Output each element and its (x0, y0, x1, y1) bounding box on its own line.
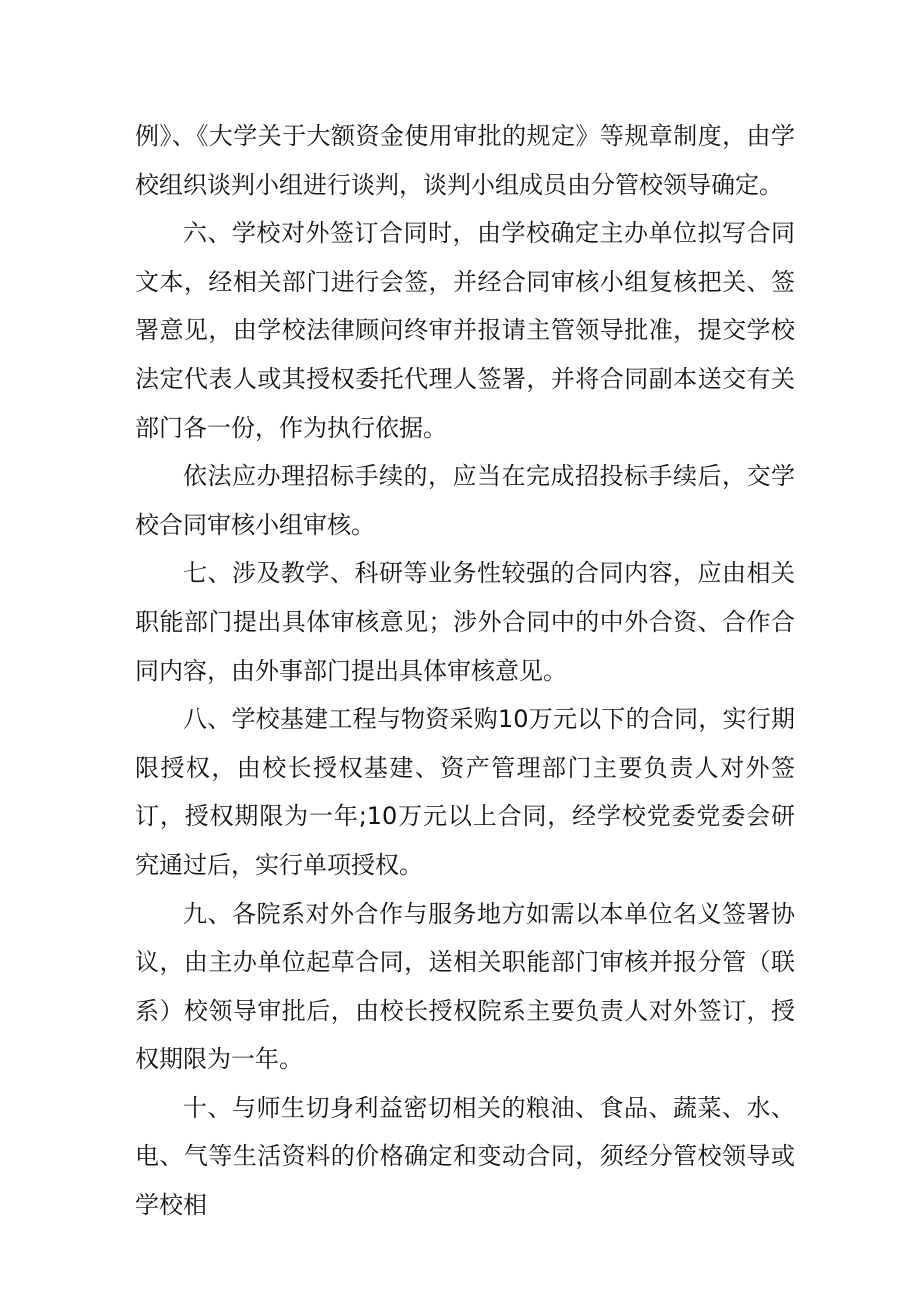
paragraph-article-10: 十、与师生切身利益密切相关的粮油、食品、蔬菜、水、电、气等生活资料的价格确定和变动合同，须经分管校领导或学校相 (135, 1093, 795, 1220)
paragraph-article-6: 六、学校对外签订合同时，由学校确定主办单位拟写合同文本，经相关部门进行会签，并经合同审核小组复核把关、签署意见，由学校法律顾问终审并报请主管领导批准，提交学校法定代表人或其授权委托代理人签署，并将合同副本送交有关部门各一份，作为执行依据。 (135, 219, 795, 442)
paragraph-continuation: 例》、《大学关于大额资金使用审批的规定》等规章制度，由学校组织谈判小组进行谈判，谈判小组成员由分管校领导确定。 (135, 122, 795, 199)
paragraph-tender-note: 依法应办理招标手续的，应当在完成招投标手续后，交学校合同审核小组审核。 (135, 462, 795, 539)
document-body (135, 112, 795, 1230)
paragraph-article-8: 八、学校基建工程与物资采购10万元以下的合同，实行期限授权，由校长授权基建、资产管理部门主要负责人对外签订，授权期限为一年;10万元以上合同，经学校党委党委会研究通过后，实行单项授权。 (135, 705, 795, 879)
paragraph-article-9: 九、各院系对外合作与服务地方如需以本单位名义签署协议，由主办单位起草合同，送相关职能部门审核并报分管（联系）校领导审批后，由校长授权院系主要负责人对外签订，授权期限为一年。 (135, 899, 795, 1074)
paragraph-article-7: 七、涉及教学、科研等业务性较强的合同内容，应由相关职能部门提出具体审核意见；涉外合同中的中外合资、合作合同内容，由外事部门提出具体审核意见。 (135, 559, 795, 685)
